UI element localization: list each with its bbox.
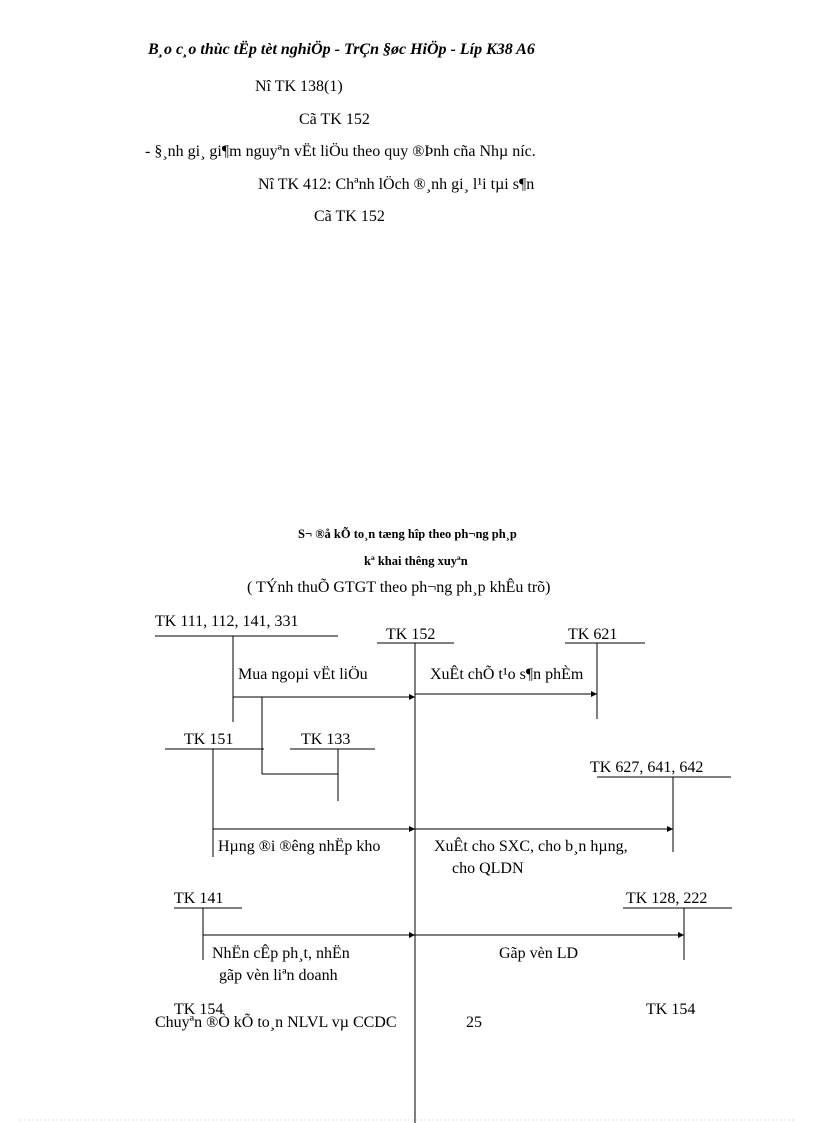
account-tk627: TK 627, 641, 642 — [590, 759, 704, 776]
flow-arrived-label: Hµng ®i ®êng nhËp kho — [218, 838, 381, 855]
page-header: B¸o c¸o thùc tËp tèt nghiÖp - TrÇn §øc HiÖp - Líp K38 A6 — [148, 41, 535, 58]
entry-revaluation-note: - §¸nh gi¸ gi¶m nguyªn vËt liÖu theo quy ®Þnh cña Nhµ níc. — [145, 143, 536, 160]
entry-debit-412: Nî TK 412: Chªnh lÖch ®¸nh gi¸ l¹i tµi s¶n — [258, 176, 535, 193]
entry-debit-138: Nî TK 138(1) — [255, 78, 343, 95]
flow-production-label: XuÊt chÕ t¹o s¶n phÈm — [430, 666, 584, 683]
account-tk152: TK 152 — [386, 626, 436, 643]
page-footer: Chuyªn ®Ò kÕ to¸n NLVL vµ CCDC — [155, 1014, 397, 1031]
flow-issue-label-2: cho QLDN — [452, 860, 524, 877]
flow-issue-label-1: XuÊt cho SXC, cho b¸n hµng, — [434, 838, 628, 855]
account-tk154-left: TK 154 — [174, 1001, 224, 1018]
account-tk151: TK 151 — [184, 731, 234, 748]
flow-receive-label-2: gãp vèn liªn doanh — [219, 967, 338, 984]
flow-receive-label-1: NhËn cÊp ph¸t, nhËn — [212, 945, 350, 962]
account-tk111: TK 111, 112, 141, 331 — [155, 613, 299, 630]
account-tk141: TK 141 — [174, 890, 224, 907]
entry-credit-152: Cã TK 152 — [299, 111, 370, 128]
account-tk128: TK 128, 222 — [626, 890, 708, 907]
diagram-title-2: kª khai thêng xuyªn — [364, 554, 468, 568]
account-tk621: TK 621 — [568, 626, 618, 643]
account-tk154-right: TK 154 — [646, 1001, 696, 1018]
flow-jv-label: Gãp vèn LD — [499, 945, 579, 962]
account-tk133: TK 133 — [301, 731, 351, 748]
diagram-title: S¬ ®å kÕ to¸n tæng hîp theo ph¬ng ph¸p — [298, 527, 517, 541]
entry-credit-152-b: Cã TK 152 — [314, 208, 385, 225]
page-number: 25 — [466, 1014, 482, 1031]
flow-purchase-label: Mua ngoµi vËt liÖu — [238, 666, 368, 683]
diagram-subtitle: ( TÝnh thuÕ GTGT theo ph¬ng ph¸p khÊu trõ) — [247, 579, 551, 596]
